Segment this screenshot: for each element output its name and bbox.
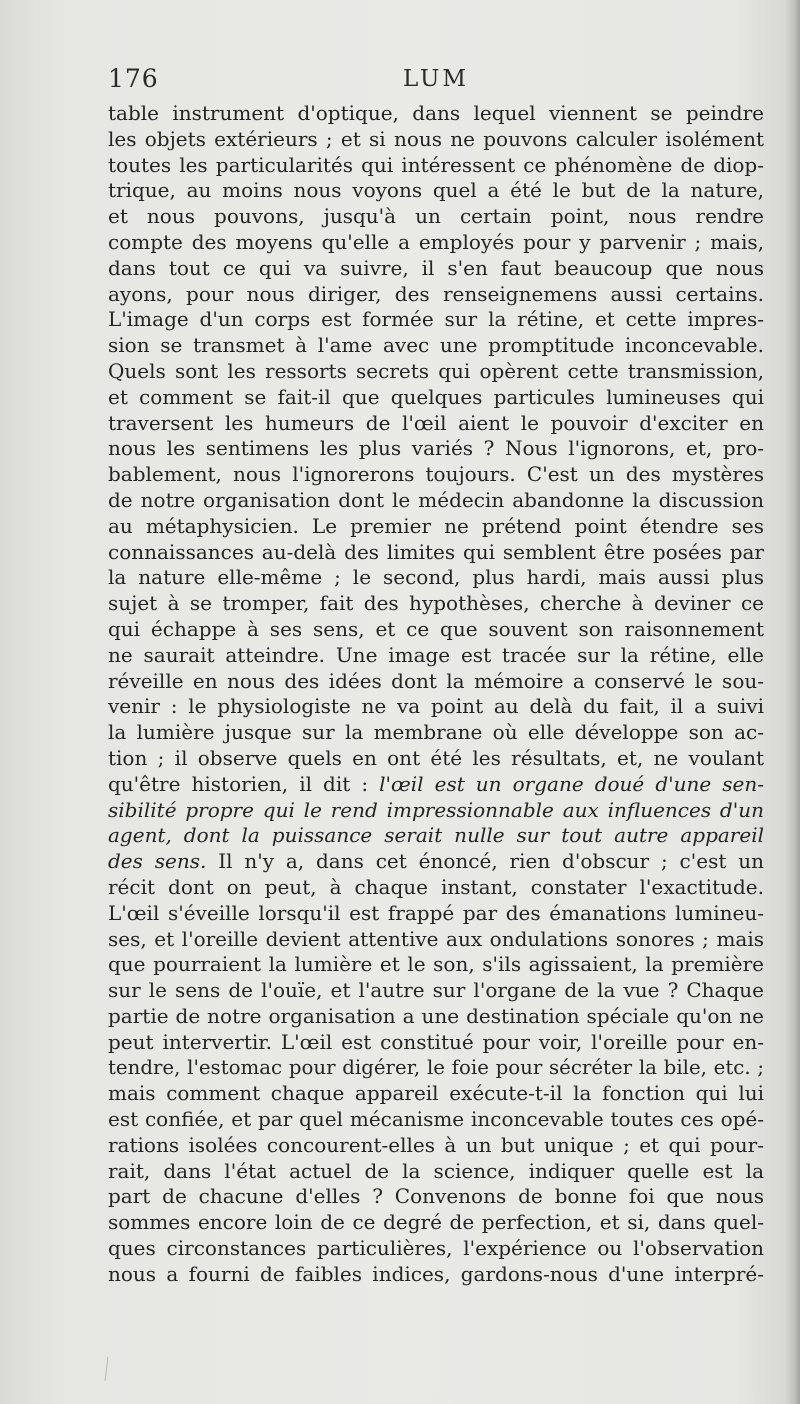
text-line: partie de notre organisation a une destination spéciale qu'on ne bbox=[108, 1003, 764, 1028]
page-header bbox=[108, 64, 764, 94]
italic-run: des sens. bbox=[108, 849, 207, 874]
text-line-with-italic bbox=[108, 849, 764, 875]
text-line: et nous pouvons, jusqu'à un certain point, nous rendre bbox=[108, 204, 764, 229]
text-line: Quels sont les ressorts secrets qui opèrent cette transmission, bbox=[108, 358, 764, 383]
text-line: mais comment chaque appareil exécute-t-il la fonction qui lui bbox=[108, 1081, 764, 1106]
text-line: qui échappe à ses sens, et ce que souvent son raisonnement bbox=[108, 616, 764, 641]
text-line: est confiée, et par quel mécanisme inconcevable toutes ces opé- bbox=[108, 1107, 764, 1132]
text-line: sommes encore loin de ce degré de perfection, et si, dans quel- bbox=[108, 1210, 764, 1235]
text-line: ayons, pour nous diriger, des renseignemens aussi certains. bbox=[108, 281, 764, 306]
text-line: la lumière jusque sur la membrane où elle développe son ac- bbox=[108, 720, 764, 745]
text-line-with-italic bbox=[108, 772, 764, 798]
page-edge-shadow bbox=[786, 0, 800, 1404]
text-line: L'image d'un corps est formée sur la rétine, et cette impres- bbox=[108, 307, 764, 332]
text-line: bablement, nous l'ignorerons toujours. C'est un des mystères bbox=[108, 462, 764, 487]
text-line: tendre, l'estomac pour digérer, le foie pour sécréter la bile, etc. ; bbox=[108, 1056, 764, 1080]
text-line: trique, au moins nous voyons quel a été le but de la nature, bbox=[108, 178, 764, 203]
paper-blemish bbox=[100, 1355, 130, 1385]
text-line-italic bbox=[108, 823, 764, 849]
italic-run: agent, dont la puissance serait nulle sur tout autre appareil bbox=[108, 823, 764, 848]
text-line: compte des moyens qu'elle a employés pour y parvenir ; mais, bbox=[108, 229, 764, 254]
text-line: ne saurait atteindre. Une image est tracée sur la rétine, elle bbox=[108, 642, 764, 667]
text-line: ses, et l'oreille devient attentive aux ondulations sonores ; mais bbox=[108, 926, 764, 951]
text-line: réveille en nous des idées dont la mémoire a conservé le sou- bbox=[108, 668, 764, 693]
text-line: table instrument d'optique, dans lequel viennent se peindre bbox=[108, 101, 764, 125]
text-line-italic bbox=[108, 798, 764, 824]
text-line: que pourraient la lumière et le son, s'ils agissaient, la première bbox=[108, 952, 764, 977]
text-line: nous a fourni de faibles indices, gardons-nous d'une interpré- bbox=[108, 1261, 764, 1286]
text-line: tion ; il observe quels en ont été les résultats, et, ne voulant bbox=[108, 745, 764, 770]
page-number: 176 bbox=[108, 64, 159, 93]
text-line: récit dont on peut, à chaque instant, constater l'exactitude. bbox=[108, 874, 764, 899]
text-line: rations isolées concourent-elles à un but unique ; et qui pour- bbox=[108, 1132, 764, 1157]
text-line: peut intervertir. L'œil est constitué pour voir, l'oreille pour en- bbox=[108, 1029, 764, 1054]
text-run: Il n'y a, dans cet énoncé, rien d'obscur ; c'est un bbox=[206, 849, 764, 874]
text-line: traversent les humeurs de l'œil aient le pouvoir d'exciter en bbox=[108, 410, 764, 435]
text-line: nous les sentimens les plus variés ? Nous l'ignorons, et, pro- bbox=[108, 436, 764, 461]
text-line: les objets extérieurs ; et si nous ne pouvons calculer isolément bbox=[108, 126, 764, 151]
text-line: au métaphysicien. Le premier ne prétend point étendre ses bbox=[108, 513, 764, 538]
italic-run: l'œil est un organe doué d'une sen- bbox=[379, 771, 764, 796]
text-line: sion se transmet à l'ame avec une promptitude inconcevable. bbox=[108, 333, 764, 358]
body-text bbox=[108, 101, 764, 1288]
text-line: toutes les particularités qui intéressent ce phénomène de diop- bbox=[108, 152, 764, 177]
text-line: la nature elle-même ; le second, plus hardi, mais aussi plus bbox=[108, 565, 764, 590]
text-line: venir : le physiologiste ne va point au delà du fait, il a suivi bbox=[108, 694, 764, 719]
running-head: LUM bbox=[403, 66, 469, 92]
text-run: qu'être historien, il dit : bbox=[108, 771, 380, 796]
text-line: de notre organisation dont le médecin abandonne la discussion bbox=[108, 487, 764, 512]
text-line: sur le sens de l'ouïe, et l'autre sur l'organe de la vue ? Chaque bbox=[108, 978, 764, 1003]
text-line: dans tout ce qui va suivre, il s'en faut beaucoup que nous bbox=[108, 255, 764, 280]
text-line: connaissances au-delà des limites qui semblent être posées par bbox=[108, 539, 764, 564]
italic-run: sibilité propre qui le rend impressionnable aux influences d'un bbox=[108, 797, 764, 822]
text-line: L'œil s'éveille lorsqu'il est frappé par des émanations lumineu- bbox=[108, 900, 764, 925]
text-line: et comment se fait-il que quelques particules lumineuses qui bbox=[108, 384, 764, 409]
text-line: sujet à se tromper, fait des hypothèses, cherche à deviner ce bbox=[108, 591, 764, 616]
text-line: part de chacune d'elles ? Convenons de bonne foi que nous bbox=[108, 1184, 764, 1209]
text-line: rait, dans l'état actuel de la science, indiquer quelle est la bbox=[108, 1158, 764, 1183]
text-line: ques circonstances particulières, l'expérience ou l'observation bbox=[108, 1236, 764, 1261]
